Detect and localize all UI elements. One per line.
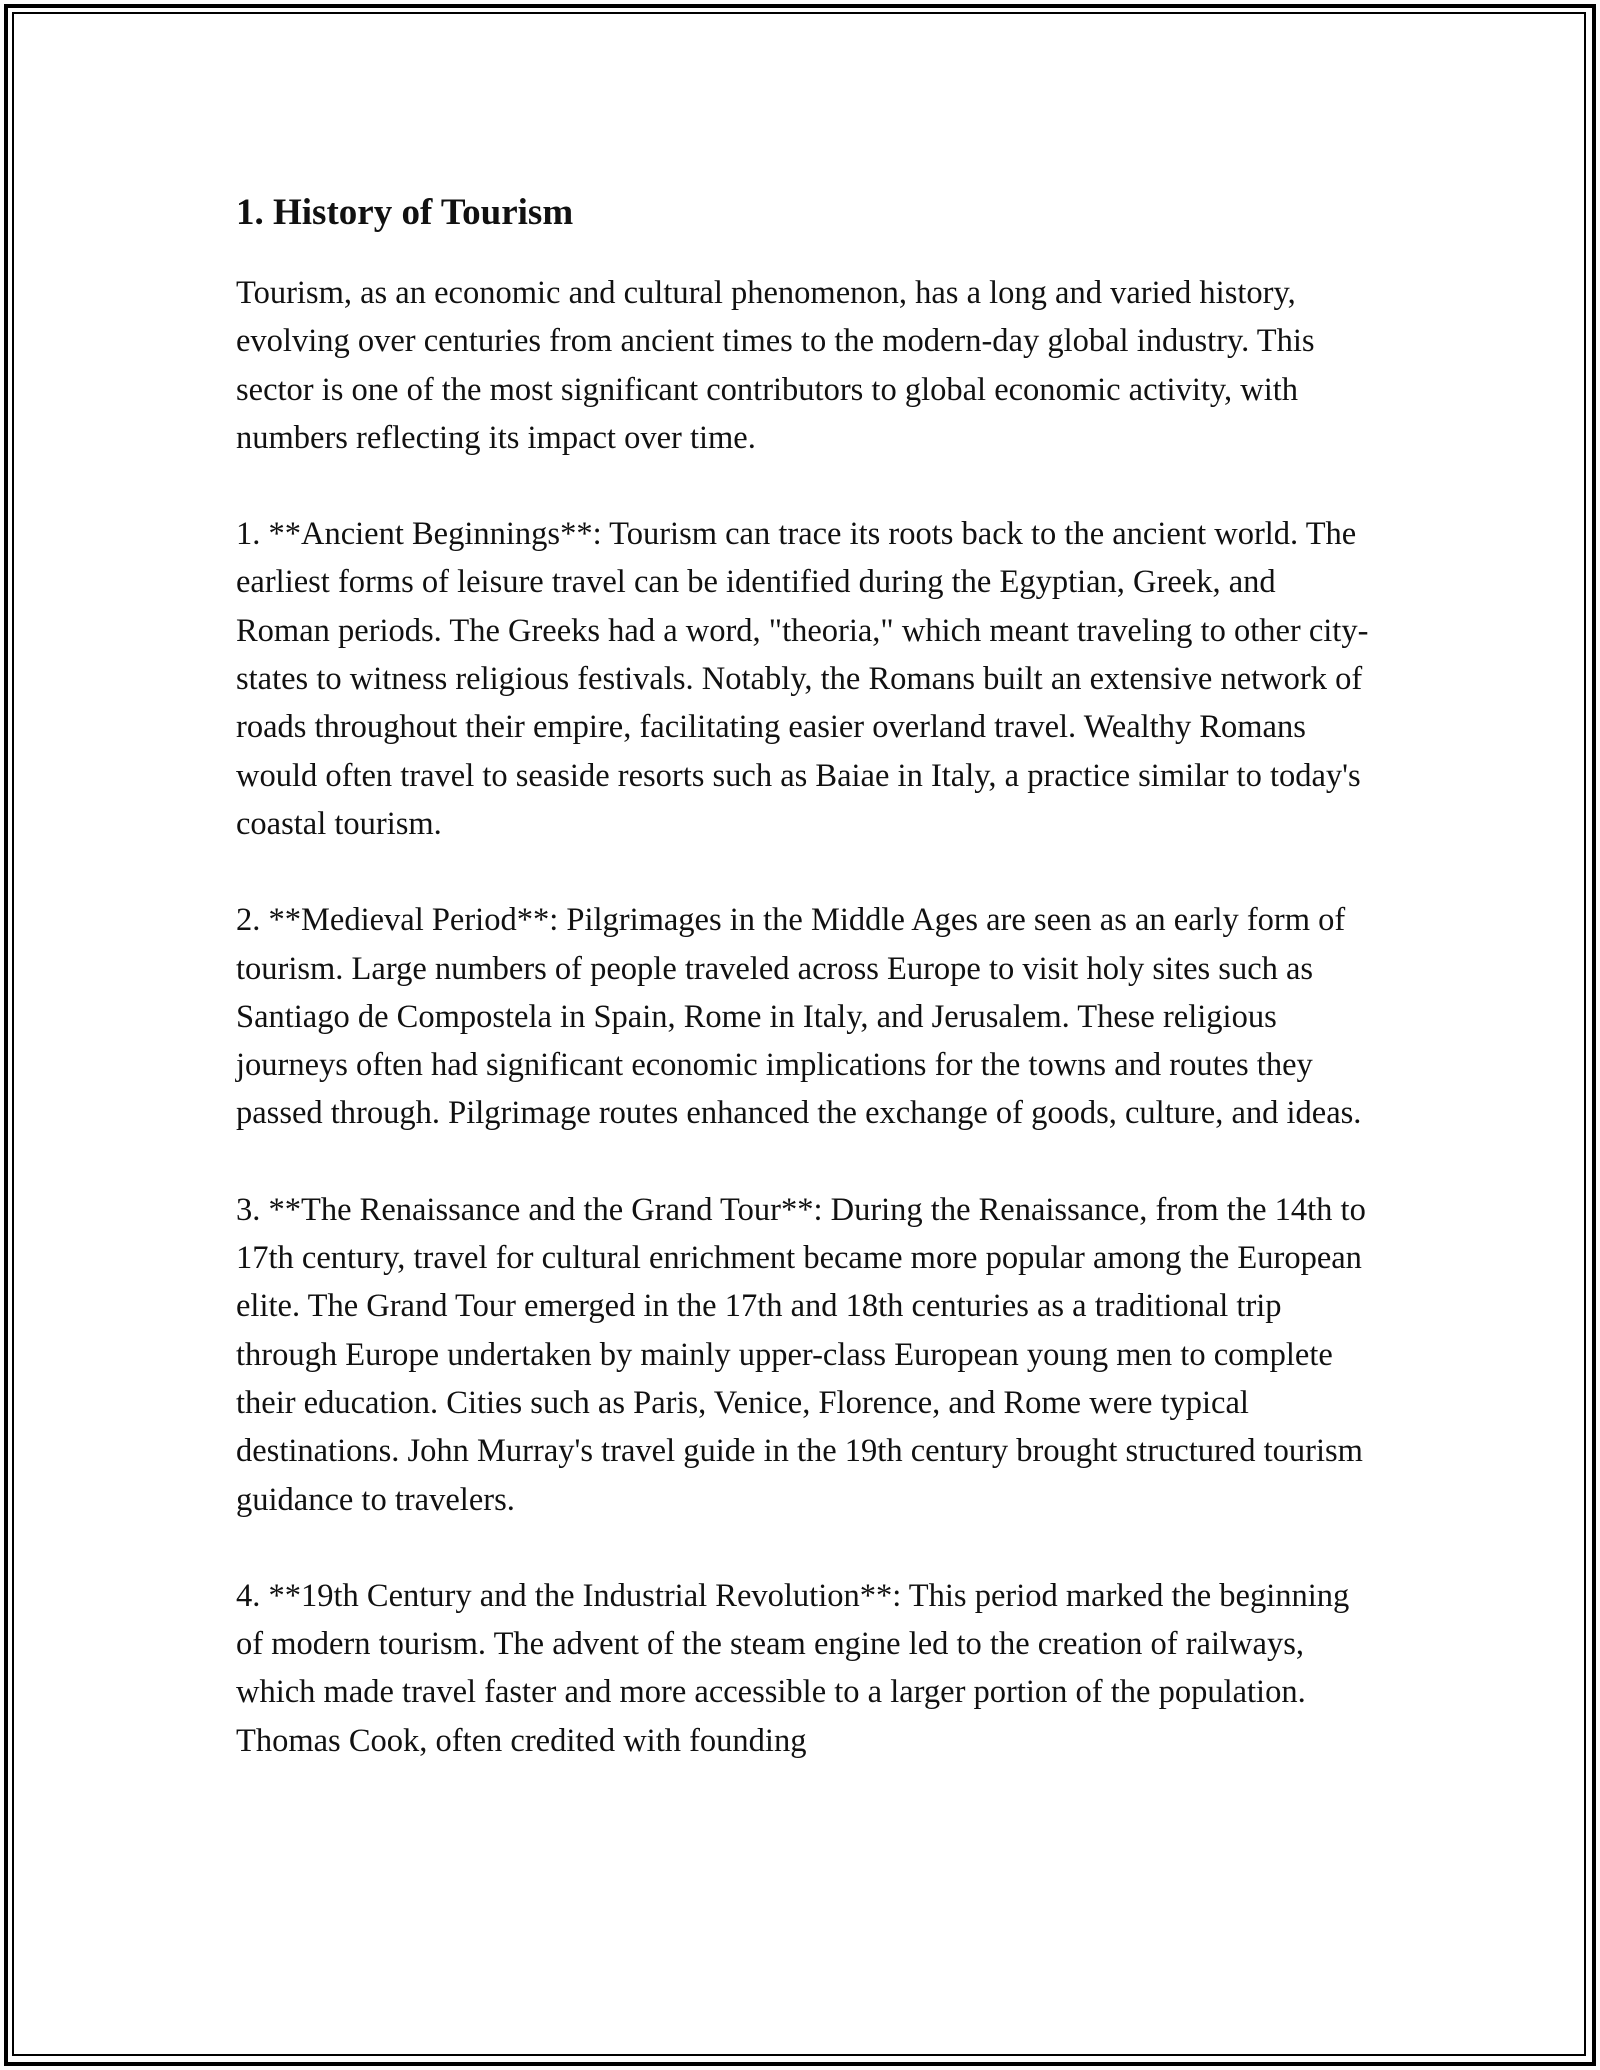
ancient-beginnings-paragraph: 1. **Ancient Beginnings**: Tourism can trace its roots back to the ancient world. The earliest forms of leisure travel can be identified during the Egyptian, Greek, and Roman periods. The Greeks had a word, "theoria," which meant traveling to other city-states to witness religious festivals. Notably, the Romans built an extensive network of roads throughout their empire, facilitating easier overland travel. Wealthy Romans would often travel to seaside resorts such as Baiae in Italy, a practice similar to today's coastal tourism.	[236, 516, 1369, 842]
renaissance-grand-tour-paragraph: 3. **The Renaissance and the Grand Tour**: During the Renaissance, from the 14th to 17th century, travel for cultural enrichment became more popular among the European elite. The Grand Tour emerged in the 17th and 18th centuries as a traditional trip through Europe undertaken by mainly upper-class European young men to complete their education. Cities such as Paris, Venice, Florence, and Rome were typical destinations. John Murray's travel guide in the 19th century brought structured tourism guidance to travelers.	[236, 1191, 1366, 1518]
section-heading: 1. History of Tourism	[236, 192, 574, 233]
document-body	[236, 185, 1376, 1813]
intro-paragraph: Tourism, as an economic and cultural phenomenon, has a long and varied history, evolving over centuries from ancient times to the modern-day global industry. This sector is one of the most significant contributors to global economic activity, with numbers reflecting its impact over time.	[236, 275, 1315, 456]
industrial-revolution-paragraph: 4. **19th Century and the Industrial Revolution**: This period marked the beginning of modern tourism. The advent of the steam engine led to the creation of railways, which made travel faster and more accessible to a larger portion of the population. Thomas Cook, often credited with founding	[236, 1577, 1350, 1759]
medieval-period-paragraph: 2. **Medieval Period**: Pilgrimages in the Middle Ages are seen as an early form of tourism. Large numbers of people traveled across Europe to visit holy sites such as Santiago de Compostela in Spain, Rome in Italy, and Jerusalem. These religious journeys often had significant economic implications for the towns and routes they passed through. Pilgrimage routes enhanced the exchange of goods, culture, and ideas.	[236, 902, 1362, 1132]
